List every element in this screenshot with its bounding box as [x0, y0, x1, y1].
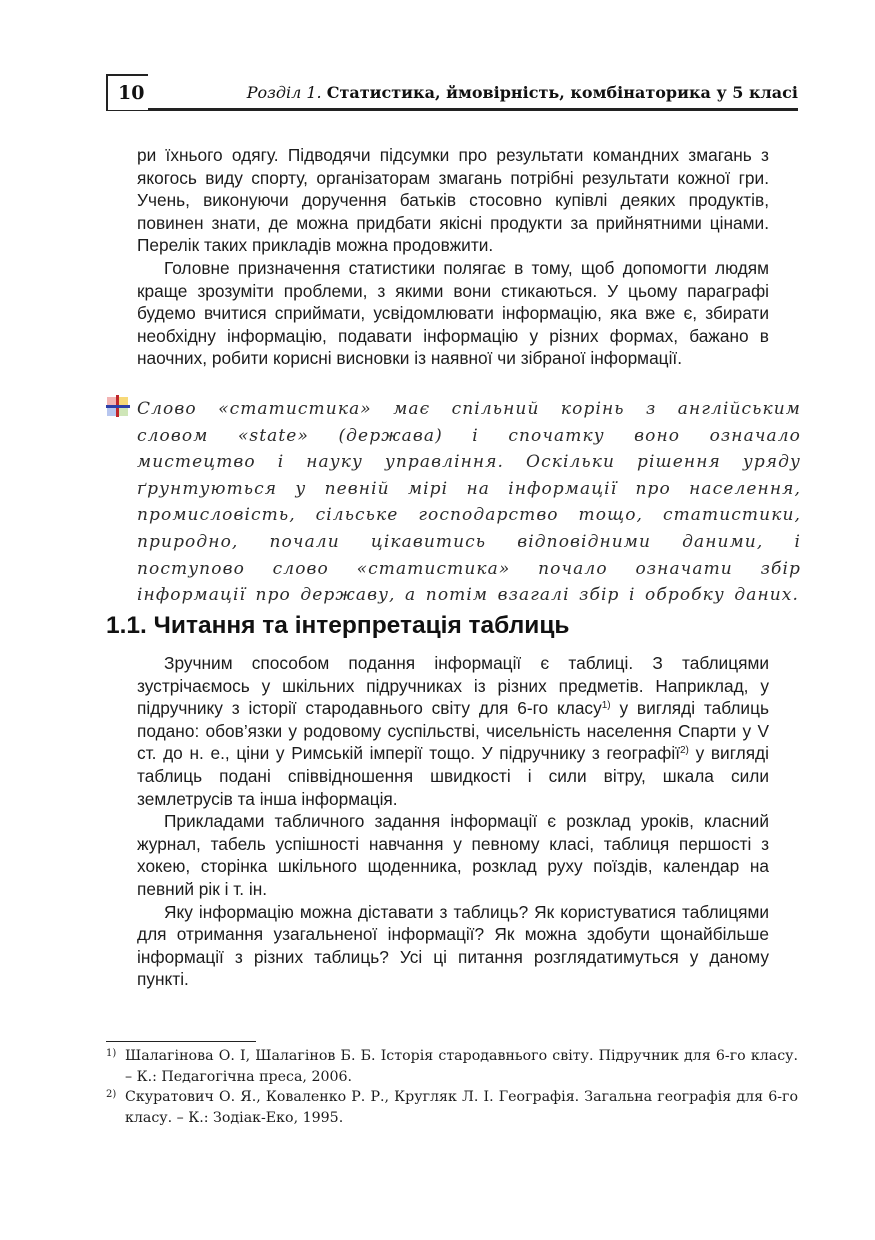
footnote-text: Скуратович О. Я., Коваленко Р. Р., Кругляк Л. І. Географія. Загальна географія для 6-го класу. – К.: Зодіак-Еко, 1995. [125, 1089, 798, 1126]
chapter-title: Статистика, ймовірність, комбінаторика у 5 класі [326, 83, 798, 102]
footnote-number: 2) [106, 1089, 117, 1100]
footnote-2 [106, 1087, 798, 1128]
intro-paragraph-1: ри їхнього одягу. Підводячи підсумки про результати командних змагань з якогось виду спорту, організаторам змагань потрібні результати кожної гри. Учень, виконуючи доручення батьків стосовно купівлі деяких продуктів, повинен знати, де можна придбати якісні продукти за прийнятними цінами. Перелік таких прикладів можна продовжити. [137, 145, 769, 256]
cross-note-icon [106, 395, 130, 417]
chapter-heading [247, 83, 798, 102]
footnote-text: Шалагінова О. І, Шалагінов Б. Б. Історія стародавнього світу. Підручник для 6-го класу. – К.: Педагогічна преса, 2006. [125, 1048, 798, 1085]
running-header [106, 74, 798, 112]
footnote-rule [106, 1041, 256, 1042]
footnote-ref-1: 1) [601, 700, 611, 712]
footnote-ref-2: 2) [680, 745, 689, 757]
chapter-label: Розділ 1. [246, 83, 322, 102]
section-text [137, 652, 769, 991]
note-text: Слово «статистика» має спільний корінь з англійським словом «state» (держава) і спочатку воно означало мистецтво і науку управління. Оскільки рішення уряду ґрунтуються у певній мірі на інформації про населення, промисловість, сільське господарство тощо, статистики, природно, почали цікавитись відповідними даними, і поступово слово «статистика» почало означати збір інформації про державу, а потім взагалі збір і обробку даних. [137, 399, 801, 606]
section-paragraph-1 [137, 652, 769, 810]
section-paragraph-1-a: Зручним способом подання інформації є таблиці. З таблицями зустрічаємось у шкільних підручниках із різних предметів. Наприклад, у підручнику з історії стародавнього світу для 6-го класу [137, 653, 769, 719]
footnote-1 [106, 1046, 798, 1087]
section-paragraph-1-c: у вигляді таблиць подані співвідношення швидкості і сили вітру, шкала сили землетрусів та інша інформація. [137, 743, 769, 809]
page-number: 10 [118, 82, 145, 104]
header-rule-thin [106, 110, 798, 111]
footnotes [106, 1046, 798, 1128]
intro-text [137, 144, 769, 370]
section-paragraph-1-b: у вигляді таблиць подано: обов’язки у родовому суспільстві, чисельність населення Спарти у V ст. до н. е., ціни у Римській імперії тощо. У підручнику з географії [137, 698, 769, 764]
section-paragraph-2: Прикладами табличного задання інформації є розклад уроків, класний журнал, табель успішності навчання у певному класі, таблиця першості з хокею, сторінка шкільного щоденника, розклад руху поїздів, календар на певний рік і т. ін. [137, 811, 769, 899]
section-title: 1.1. Читання та інтерпретація таблиць [106, 612, 570, 639]
section-paragraph-3: Яку інформацію можна діставати з таблиць? Як користуватися таблицями для отримання узагальненої інформації? Як можна здобути щонайбільше інформації з різних таблиць? Усі ці питання розглядатимуться у даному пункті. [137, 901, 769, 990]
intro-paragraph-2: Головне призначення статистики полягає в тому, щоб допомогти людям краще зрозуміти проблеми, з якими вони стикаються. У цьому параграфі будемо вчитися сприймати, усвідомлювати інформацію, яка вже є, збирати необхідну інформацію, подавати інформацію у різних формах, бажано в наочних, робити корисні висновки із наявної чи зібраної інформації. [137, 257, 769, 369]
etymology-note [137, 396, 801, 609]
footnote-number: 1) [106, 1048, 117, 1059]
